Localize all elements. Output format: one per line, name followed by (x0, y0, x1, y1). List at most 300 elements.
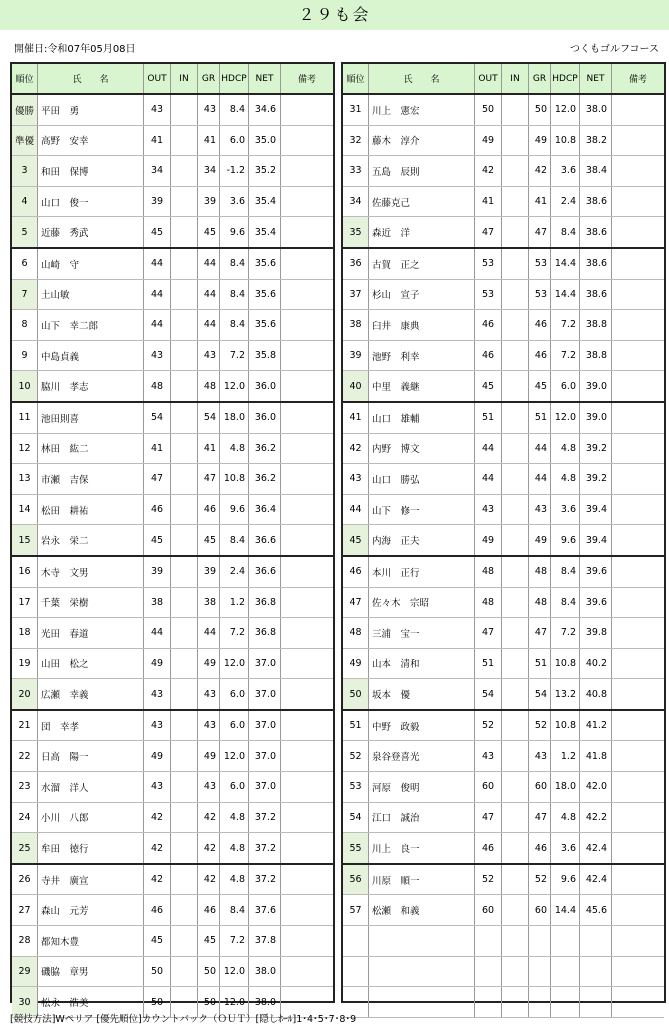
cell-rank: 12 (12, 434, 38, 464)
cell-out: 53 (475, 249, 502, 279)
cell-rank: 43 (343, 464, 369, 494)
cell-gr: 46 (529, 310, 551, 340)
cell-rank: 4 (12, 187, 38, 217)
cell-rank: 44 (343, 495, 369, 525)
header-gr: GR (529, 64, 551, 93)
cell-note (612, 156, 664, 186)
cell-gr: 53 (529, 280, 551, 310)
cell-net: 35.6 (249, 280, 281, 310)
header-note: 備考 (628, 75, 647, 85)
cell-out: 46 (475, 833, 502, 863)
table-row (12, 434, 333, 465)
cell-in (502, 649, 529, 679)
cell-name: 佐藤克己 (369, 187, 475, 217)
cell-hdcp: 14.4 (551, 249, 580, 279)
table-row (12, 711, 333, 742)
cell-net: 36.2 (249, 434, 281, 464)
cell-net: 38.4 (580, 156, 612, 186)
table-row (12, 249, 333, 280)
cell-in (171, 588, 198, 618)
cell-out: 50 (475, 95, 502, 125)
header-name: 氏 名 (369, 64, 475, 93)
cell-in (171, 126, 198, 156)
cell-net: 36.2 (249, 464, 281, 494)
cell-out: 49 (475, 525, 502, 555)
table-row (343, 156, 664, 187)
cell-gr: 46 (529, 341, 551, 371)
table-row (12, 833, 333, 865)
course-name: つくもゴルフコース (570, 44, 659, 55)
cell-hdcp: 9.6 (220, 495, 249, 525)
cell-name: 高野 安幸 (38, 126, 144, 156)
table-row (343, 772, 664, 803)
cell-name: 山口 俊一 (38, 187, 144, 217)
cell-in (171, 341, 198, 371)
cell-rank: 26 (12, 865, 38, 895)
cell-gr: 42 (198, 833, 220, 863)
cell-name: 池野 利幸 (369, 341, 475, 371)
cell-in (502, 371, 529, 401)
cell-out: 52 (475, 711, 502, 741)
cell-note (281, 865, 333, 895)
cell-out: 46 (144, 495, 171, 525)
cell-name: 松永 浩美 (38, 987, 144, 1017)
table-row (12, 649, 333, 680)
cell-rank: 41 (343, 403, 369, 433)
cell-gr: 47 (529, 217, 551, 247)
table-row (12, 310, 333, 341)
cell-hdcp: 8.4 (220, 95, 249, 125)
cell-name: 日高 陽一 (38, 741, 144, 771)
cell-hdcp: 12.0 (220, 371, 249, 401)
table-row (12, 525, 333, 557)
cell-out: 43 (475, 741, 502, 771)
cell-note (281, 679, 333, 709)
cell-hdcp: 9.6 (551, 525, 580, 555)
cell-rank: 42 (343, 434, 369, 464)
cell-name: 山本 清和 (369, 649, 475, 679)
cell-rank: 40 (343, 371, 369, 401)
cell-hdcp: 9.6 (551, 865, 580, 895)
cell-in (502, 403, 529, 433)
cell-hdcp: 12.0 (220, 987, 249, 1017)
cell-hdcp: 13.2 (551, 679, 580, 709)
cell-note (281, 772, 333, 802)
cell-rank: 優勝 (12, 95, 38, 125)
cell-gr: 43 (529, 741, 551, 771)
cell-net: 37.0 (249, 679, 281, 709)
results-table-left (10, 62, 335, 1010)
cell-net: 36.8 (249, 588, 281, 618)
cell-rank: 32 (343, 126, 369, 156)
cell-gr: 38 (198, 588, 220, 618)
header-rank: 順位 (343, 64, 369, 93)
cell-gr: 54 (529, 679, 551, 709)
footer-note: [競技方法]Wペリア [優先順位]カウントバック（ＯＵＴ）[隠しﾎｰﾙ]1･4･5･7･8･9 (10, 1014, 357, 1025)
cell-in (171, 95, 198, 125)
cell-note (612, 588, 664, 618)
cell-gr: 51 (529, 403, 551, 433)
cell-out: 49 (475, 126, 502, 156)
cell-hdcp: 4.8 (551, 464, 580, 494)
cell-out: 43 (144, 679, 171, 709)
table-row (343, 711, 664, 742)
cell-note (281, 525, 333, 555)
header-hdcp: HDCP (551, 64, 580, 93)
cell-hdcp: -1.2 (220, 156, 249, 186)
cell-name: 中野 政毅 (369, 711, 475, 741)
cell-gr: 52 (529, 711, 551, 741)
cell-rank: 46 (343, 557, 369, 587)
cell-rank: 準優 (12, 126, 38, 156)
cell-out: 51 (475, 403, 502, 433)
cell-name: 近藤 秀武 (38, 217, 144, 247)
cell-in (502, 895, 529, 925)
cell-gr: 46 (198, 895, 220, 925)
cell-hdcp: 3.6 (551, 833, 580, 863)
cell-in (171, 957, 198, 987)
cell-hdcp: 8.4 (220, 249, 249, 279)
table-row (343, 618, 664, 649)
cell-name: 小川 八郎 (38, 803, 144, 833)
cell-net: 42.0 (580, 772, 612, 802)
cell-out: 45 (475, 371, 502, 401)
cell-out: 41 (144, 434, 171, 464)
cell-gr: 44 (198, 310, 220, 340)
table-row (343, 371, 664, 403)
cell-gr (529, 987, 551, 1017)
cell-rank: 30 (12, 987, 38, 1017)
cell-in (502, 95, 529, 125)
page-title: ２９も会 (298, 5, 371, 24)
table-row (343, 833, 664, 865)
cell-gr: 49 (198, 741, 220, 771)
cell-in (171, 741, 198, 771)
cell-hdcp: 7.2 (551, 618, 580, 648)
cell-net: 39.2 (580, 464, 612, 494)
cell-hdcp: 7.2 (220, 618, 249, 648)
cell-rank: 49 (343, 649, 369, 679)
cell-rank: 53 (343, 772, 369, 802)
cell-in (171, 403, 198, 433)
cell-name: 平田 勇 (38, 95, 144, 125)
cell-in (502, 865, 529, 895)
cell-out: 47 (144, 464, 171, 494)
cell-note (612, 217, 664, 247)
table-row (343, 957, 664, 988)
cell-note (612, 865, 664, 895)
cell-hdcp: 12.0 (551, 95, 580, 125)
cell-in (171, 310, 198, 340)
cell-rank: 47 (343, 588, 369, 618)
cell-note (612, 310, 664, 340)
table-row (12, 217, 333, 249)
cell-note (281, 588, 333, 618)
cell-name: 山崎 守 (38, 249, 144, 279)
cell-in (502, 557, 529, 587)
cell-net: 40.8 (580, 679, 612, 709)
cell-hdcp: 7.2 (220, 341, 249, 371)
cell-name: 杉山 宣子 (369, 280, 475, 310)
cell-hdcp: 8.4 (551, 557, 580, 587)
cell-name: 古賀 正之 (369, 249, 475, 279)
table-row (12, 464, 333, 495)
cell-note (281, 371, 333, 401)
cell-gr: 50 (198, 957, 220, 987)
cell-gr: 47 (529, 803, 551, 833)
cell-gr: 54 (198, 403, 220, 433)
cell-in (502, 341, 529, 371)
cell-note (281, 310, 333, 340)
cell-rank: 25 (12, 833, 38, 863)
cell-gr: 45 (198, 926, 220, 956)
cell-name (369, 926, 475, 956)
table-row (12, 95, 333, 126)
cell-note (612, 649, 664, 679)
cell-name: 森近 洋 (369, 217, 475, 247)
cell-rank: 21 (12, 711, 38, 741)
cell-note (281, 280, 333, 310)
cell-out: 45 (144, 926, 171, 956)
cell-note (281, 557, 333, 587)
cell-rank: 31 (343, 95, 369, 125)
cell-note (612, 371, 664, 401)
cell-hdcp: 12.0 (551, 403, 580, 433)
cell-note (612, 341, 664, 371)
table-row (343, 434, 664, 465)
header-in: IN (502, 64, 529, 93)
cell-net: 38.6 (580, 280, 612, 310)
cell-name: 水溜 洋人 (38, 772, 144, 802)
cell-rank: 33 (343, 156, 369, 186)
table-row (12, 557, 333, 588)
cell-hdcp: 4.8 (220, 434, 249, 464)
cell-name: 河原 俊明 (369, 772, 475, 802)
cell-note (612, 464, 664, 494)
cell-out: 42 (144, 803, 171, 833)
cell-in (502, 679, 529, 709)
cell-name: 岩永 栄二 (38, 525, 144, 555)
cell-rank: 10 (12, 371, 38, 401)
cell-note (612, 803, 664, 833)
cell-rank: 13 (12, 464, 38, 494)
cell-rank: 39 (343, 341, 369, 371)
cell-gr: 42 (198, 865, 220, 895)
table-row (343, 649, 664, 680)
cell-in (171, 772, 198, 802)
table-row (12, 280, 333, 311)
cell-net: 38.0 (249, 987, 281, 1017)
cell-in (502, 926, 529, 956)
table-row (343, 280, 664, 311)
cell-name: 池田則喜 (38, 403, 144, 433)
cell-hdcp: 18.0 (551, 772, 580, 802)
cell-gr: 39 (198, 187, 220, 217)
cell-out: 39 (144, 557, 171, 587)
cell-gr (529, 926, 551, 956)
cell-gr: 44 (529, 464, 551, 494)
table-row (343, 741, 664, 772)
cell-rank: 15 (12, 525, 38, 555)
cell-net: 36.8 (249, 618, 281, 648)
cell-gr: 43 (198, 679, 220, 709)
header-in: IN (171, 64, 198, 93)
cell-note (612, 957, 664, 987)
cell-gr: 43 (198, 341, 220, 371)
cell-net: 35.6 (249, 310, 281, 340)
cell-net: 42.4 (580, 865, 612, 895)
cell-net: 38.2 (580, 126, 612, 156)
cell-net: 38.8 (580, 341, 612, 371)
cell-out: 46 (144, 895, 171, 925)
cell-name: 中島貞義 (38, 341, 144, 371)
cell-name (369, 957, 475, 987)
cell-hdcp: 14.4 (551, 895, 580, 925)
header-out: OUT (475, 64, 502, 93)
cell-in (502, 833, 529, 863)
cell-rank: 28 (12, 926, 38, 956)
cell-net: 35.8 (249, 341, 281, 371)
cell-net: 36.4 (249, 495, 281, 525)
cell-net: 41.2 (580, 711, 612, 741)
cell-note (281, 618, 333, 648)
cell-note (281, 156, 333, 186)
cell-name: 広瀬 幸義 (38, 679, 144, 709)
cell-note (281, 464, 333, 494)
cell-in (171, 187, 198, 217)
cell-name: 寺井 廣宣 (38, 865, 144, 895)
cell-out: 44 (475, 464, 502, 494)
cell-note (612, 95, 664, 125)
cell-gr: 39 (198, 557, 220, 587)
cell-note (281, 126, 333, 156)
cell-out: 41 (144, 126, 171, 156)
header-name: 氏 名 (38, 64, 144, 93)
cell-out: 49 (144, 741, 171, 771)
cell-hdcp: 10.8 (551, 649, 580, 679)
cell-in (502, 525, 529, 555)
table-row (12, 187, 333, 218)
cell-name: 光田 春道 (38, 618, 144, 648)
cell-gr: 43 (198, 711, 220, 741)
cell-in (171, 895, 198, 925)
cell-gr: 52 (529, 865, 551, 895)
cell-gr: 43 (198, 95, 220, 125)
cell-out: 38 (144, 588, 171, 618)
cell-out: 41 (475, 187, 502, 217)
cell-gr: 46 (529, 833, 551, 863)
cell-name: 林田 紘二 (38, 434, 144, 464)
cell-hdcp: 1.2 (220, 588, 249, 618)
cell-hdcp: 1.2 (551, 741, 580, 771)
cell-net: 39.8 (580, 618, 612, 648)
table-header (343, 64, 664, 95)
event-date: 開催日:令和07年05月08日 (14, 44, 136, 55)
cell-rank: 54 (343, 803, 369, 833)
cell-hdcp: 7.2 (220, 926, 249, 956)
cell-gr: 41 (529, 187, 551, 217)
table-row (343, 464, 664, 495)
cell-in (502, 803, 529, 833)
header-hdcp: HDCP (220, 64, 249, 93)
cell-in (171, 280, 198, 310)
cell-in (502, 156, 529, 186)
cell-net: 39.4 (580, 495, 612, 525)
cell-hdcp: 8.4 (220, 895, 249, 925)
cell-out (475, 926, 502, 956)
table-row (12, 371, 333, 403)
table-row (12, 403, 333, 434)
table-row (12, 341, 333, 372)
cell-out: 42 (144, 833, 171, 863)
cell-out: 49 (144, 649, 171, 679)
cell-name: 内野 博文 (369, 434, 475, 464)
cell-gr: 49 (198, 649, 220, 679)
table-row (343, 403, 664, 434)
cell-out: 52 (475, 865, 502, 895)
cell-name: 江口 誠治 (369, 803, 475, 833)
cell-note (281, 741, 333, 771)
table-row (12, 741, 333, 772)
cell-in (502, 464, 529, 494)
cell-in (171, 865, 198, 895)
cell-gr: 44 (529, 434, 551, 464)
cell-note (281, 187, 333, 217)
cell-net: 38.6 (580, 249, 612, 279)
table-row (343, 895, 664, 926)
cell-gr: 60 (529, 895, 551, 925)
cell-out: 50 (144, 987, 171, 1017)
cell-in (171, 833, 198, 863)
cell-out: 34 (144, 156, 171, 186)
cell-net: 39.2 (580, 434, 612, 464)
cell-net: 38.0 (249, 957, 281, 987)
cell-net: 38.6 (580, 217, 612, 247)
cell-note (612, 987, 664, 1017)
cell-gr: 34 (198, 156, 220, 186)
cell-name: 川上 良一 (369, 833, 475, 863)
cell-hdcp: 4.8 (551, 434, 580, 464)
title-bar (0, 0, 669, 30)
cell-out: 60 (475, 772, 502, 802)
cell-out: 47 (475, 803, 502, 833)
cell-out: 48 (475, 588, 502, 618)
cell-hdcp (551, 987, 580, 1017)
cell-rank: 23 (12, 772, 38, 802)
cell-hdcp: 12.0 (220, 649, 249, 679)
cell-net: 36.6 (249, 525, 281, 555)
cell-name: 牟田 徳行 (38, 833, 144, 863)
cell-rank (343, 926, 369, 956)
cell-rank: 29 (12, 957, 38, 987)
table-row (343, 557, 664, 588)
cell-net: 41.8 (580, 741, 612, 771)
cell-net: 35.4 (249, 217, 281, 247)
cell-out: 45 (144, 217, 171, 247)
table-row (343, 865, 664, 896)
cell-rank: 5 (12, 217, 38, 247)
cell-note (612, 926, 664, 956)
cell-name: 磯脇 章男 (38, 957, 144, 987)
cell-net: 39.0 (580, 371, 612, 401)
table-row (343, 217, 664, 249)
cell-in (502, 310, 529, 340)
cell-in (502, 280, 529, 310)
cell-hdcp (551, 957, 580, 987)
cell-net: 39.0 (580, 403, 612, 433)
cell-rank: 20 (12, 679, 38, 709)
cell-gr: 44 (198, 280, 220, 310)
